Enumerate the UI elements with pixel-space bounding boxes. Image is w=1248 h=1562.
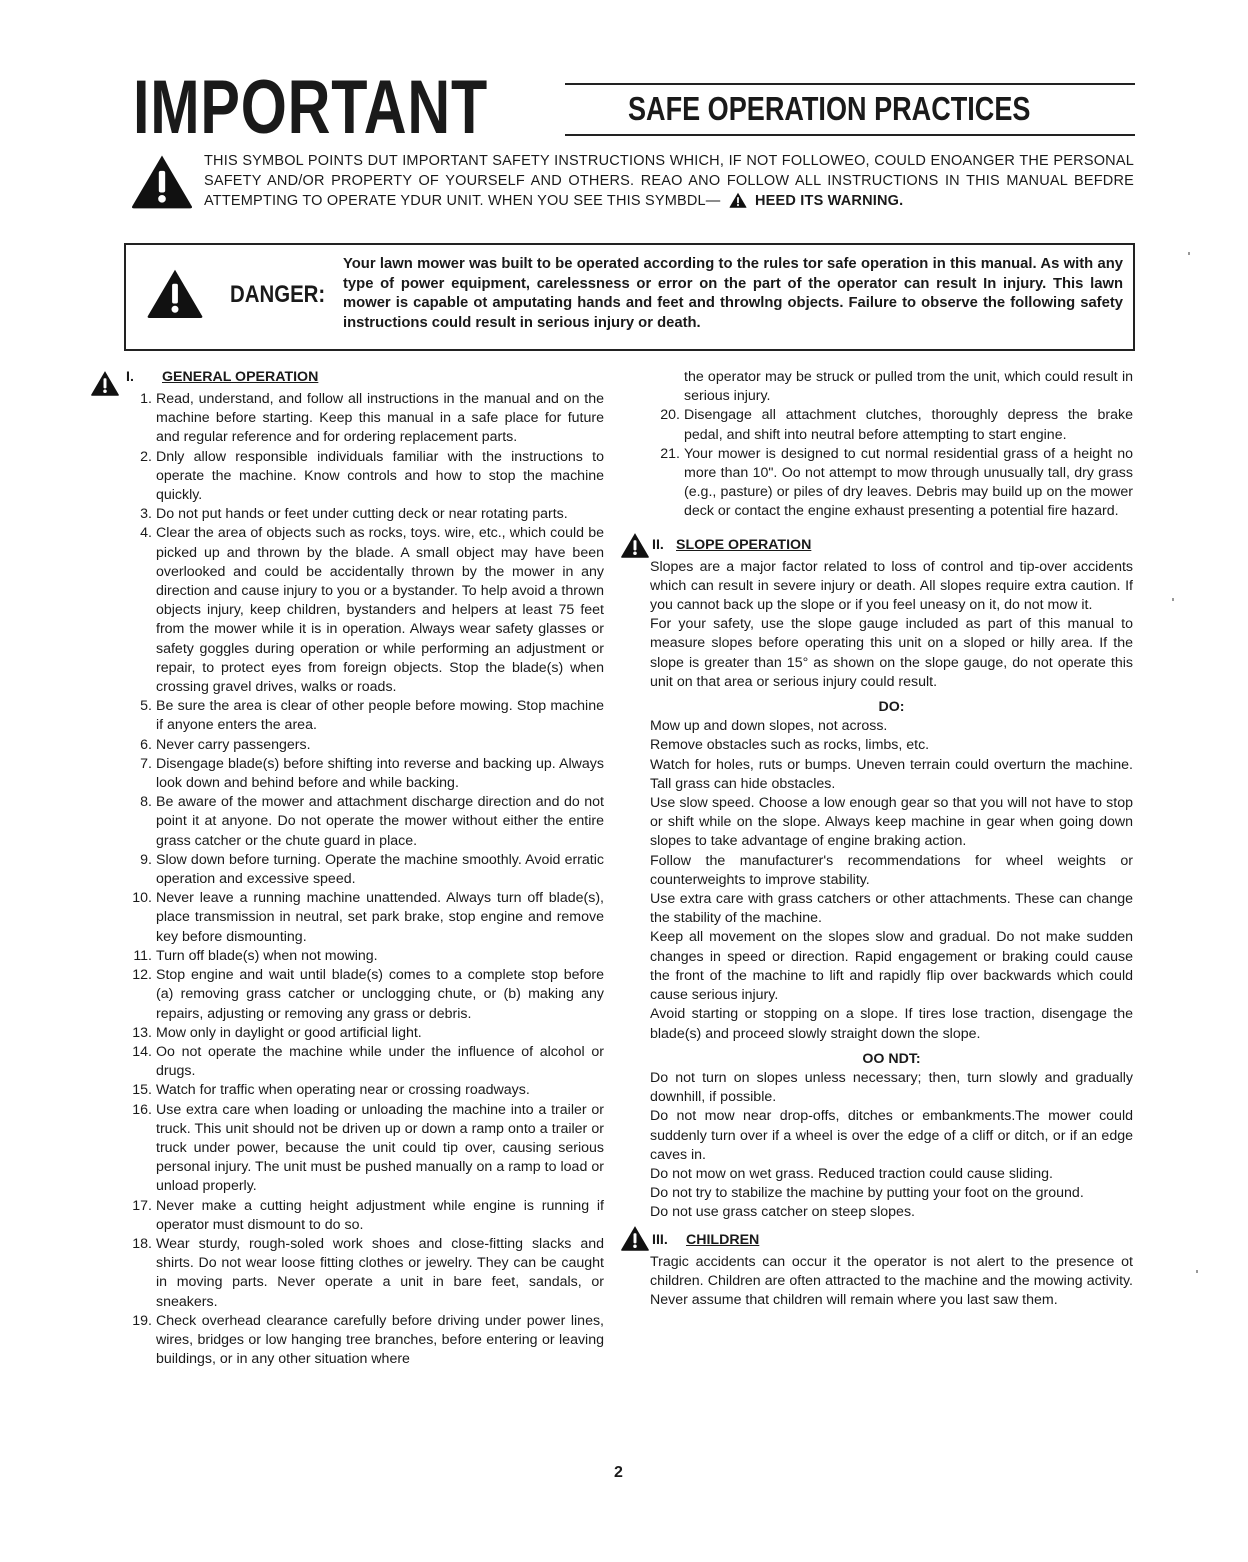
warning-symbol-inline-icon <box>729 192 747 208</box>
item-text: Wear sturdy, rough-soled work shoes and close-fitting slacks and shirts. Do not wear loose fitting clothes or jewelry. They can be caught in moving parts. Never operate a unit in bare feet, sandals, or sneakers. <box>156 1235 604 1310</box>
item-text: Disengage blade(s) before shifting into reverse and backing up. Always look down and behind before and while backing. <box>156 755 604 792</box>
do-list <box>650 717 1133 1043</box>
item-number: 5. <box>140 698 152 715</box>
list-item <box>132 1312 604 1370</box>
intro-heed: HEED ITS WARNING. <box>754 193 904 209</box>
item-text: Your mower is designed to cut normal residential grass of a height no more than 10". Oo not attempt to mow through unusually tall, dry grass (e.g., pasture) or piles of dry leaves. Debris may build up on the mower deck or contact the engine exhaust presenting a potential fire hazard. <box>684 445 1133 520</box>
item-19-continued: the operator may be struck or pulled trom the unit, which could result in serious injury. <box>684 369 1133 405</box>
warning-triangle-icon <box>130 153 194 209</box>
item-number: 6. <box>140 736 152 753</box>
guideline-paragraph: Do not turn on slopes unless necessary; then, turn slowly and gradually downhill, if possible. <box>650 1069 1133 1106</box>
do-not-list <box>650 1069 1133 1223</box>
list-item <box>132 755 604 793</box>
item-number: 14. <box>132 1043 152 1060</box>
guideline-paragraph: Do not try to stabilize the machine by putting your foot on the ground. <box>650 1185 1084 1202</box>
guideline-paragraph: Mow up and down slopes, not across. <box>650 718 888 735</box>
item-text: Be sure the area is clear of other people before mowing. Stop machine if anyone enters the area. <box>156 698 604 734</box>
list-item <box>660 406 1133 444</box>
item-text: Never make a cutting height adjustment while engine is running if operator must dismount to do so. <box>156 1197 604 1233</box>
warning-triangle-icon <box>620 1225 650 1251</box>
section-number: I. <box>126 369 134 385</box>
item-text: Watch for traffic when operating near or crossing roadways. <box>156 1082 530 1099</box>
danger-label: DANGER: <box>230 281 326 308</box>
do-not-heading: OO NDT: <box>862 1050 921 1067</box>
item-number: 13. <box>132 1024 152 1041</box>
warning-triangle-icon <box>90 370 120 396</box>
item-number: 20. <box>660 407 680 424</box>
item-text: Never leave a running machine unattended. Always turn off blade(s), place transmission in neutral, set park brake, stop engine and remove key before dismounting. <box>156 890 604 945</box>
item-text: Slow down before turning. Operate the machine smoothly. Avoid erratic operation and excessive speed. <box>156 851 604 888</box>
item-text: Turn off blade(s) when not mowing. <box>156 947 378 964</box>
item-number: 4. <box>140 525 152 542</box>
list-item <box>132 889 604 947</box>
list-item <box>660 445 1133 522</box>
children-paragraph: Tragic accidents can occur it the operator is not alert to the presence ot children. Children are often attracted to the machine and the mowing activity. Never assume that children will remain where you last saw them. <box>650 1253 1133 1308</box>
item-number: 1. <box>140 391 152 407</box>
list-item <box>132 1197 604 1235</box>
item-number: 3. <box>140 506 152 523</box>
guideline-paragraph: Do not use grass catcher on steep slopes. <box>650 1204 915 1221</box>
intro-paragraph <box>204 151 1134 211</box>
list-item <box>132 851 604 889</box>
list-item <box>132 524 604 697</box>
item-text: Oo not operate the machine while under the influence of alcohol or drugs. <box>156 1043 604 1080</box>
item-number: 18. <box>132 1235 152 1252</box>
list-item <box>132 1235 604 1312</box>
item-text: Use extra care when loading or unloading the machine into a trailer or truck. This unit should not be driven up or down a ramp onto a trailer or truck under power, because the unit could tip over, causing serious personal injury. The unit must be pushed manually on a ramp to load or unload properly. <box>156 1101 604 1195</box>
item-number: 10. <box>132 890 152 907</box>
title-rule-top <box>565 83 1135 85</box>
list-item <box>132 793 604 851</box>
item-text: Never carry passengers. <box>156 736 311 753</box>
guideline-paragraph: Avoid starting or stopping on a slope. If tires lose traction, disengage the blade(s) and proceed slowly straight down the slope. <box>650 1006 1133 1042</box>
section-title: GENERAL OPERATION <box>162 369 319 385</box>
item-number: 17. <box>132 1197 152 1214</box>
general-operation-list <box>132 390 604 1369</box>
guideline-paragraph: Keep all movement on the slopes slow and gradual. Do not make sudden changes in speed or direction. Rapid engagement or braking could cause the front of the machine to lift and rapidly flip over backwards which could cause serious injury. <box>650 929 1133 1004</box>
list-item <box>132 736 604 755</box>
list-item <box>132 697 604 735</box>
list-item <box>132 448 604 506</box>
scan-speck <box>1188 252 1190 255</box>
list-item <box>132 947 604 966</box>
item-number: 2. <box>140 448 152 465</box>
danger-text: Your lawn mower was built to be operated according to the rules tor safe operation in this manual. As with any type of power equipment, carelessness or error on the part of the operator can result In injury. This lawn mower is capable ot amputating hands and feet and throwlng objects. Failure to observe the following safety instructions could result in serious injury or death. <box>343 256 1123 331</box>
item-text: Be aware of the mower and attachment discharge direction and do not point it at anyone. Do not operate the mower without either the entire grass catcher or the chute guard in place. <box>156 794 604 849</box>
danger-box <box>124 243 1135 351</box>
slope-paragraph-2: For your safety, use the slope gauge included as part of this manual to measure slopes before operating this unit on a sloped or hilly area. If the slope is greater than 15° as shown on the slope gauge, do not operate this unit on that area or serious injury could result. <box>650 616 1133 690</box>
item-number: 12. <box>132 967 152 984</box>
slope-paragraph-1: Slopes are a major factor related to loss of control and tip-over accidents which can result in severe injury or death. All slopes require extra caution. If you cannot back up the slope or if you feel uneasy on it, do not mow it. <box>650 558 1133 614</box>
warning-triangle-icon <box>620 532 650 558</box>
guideline-paragraph: Use extra care with grass catchers or other attachments. These can change the stability of the machine. <box>650 891 1133 927</box>
item-text: Clear the area of objects such as rocks, toys. wire, etc., which could be picked up and thrown by the blade. A small object may have been overlooked and could be accidentally thrown by the mower in any direction and cause injury to you or a bystander. To help avoid a thrown objects injury, keep children, bystanders and helpers at least 75 feet from the mower while it is in operation. Always wear safety glasses or safety goggles during operation or while performing an adjustment or repair, to protect eyes from foreign objects. Stop the blade(s) when crossing gravel drives, walks or roads. <box>156 525 604 696</box>
item-number: 19. <box>132 1312 152 1329</box>
list-item <box>132 505 604 524</box>
guideline-paragraph: Watch for holes, ruts or bumps. Uneven terrain could overturn the machine. Tall grass can hide obstacles. <box>650 756 1133 792</box>
scan-speck <box>1172 598 1174 601</box>
list-item <box>132 1101 604 1197</box>
intro-text: THIS SYMBOL POINTS DUT IMPORTANT SAFETY INSTRUCTIONS WHICH, IF NOT FOLLOWEO, COULD ENOANGER THE PERSONAL SAFETY AND/OR PROPERTY OF YOURSELF AND OTHERS. REAO ANO FOLLOW ALL INSTRUCTIONS IN THIS MANUAL BEFDRE ATTEMPTING TO OPERATE YDUR UNIT. WHEN YOU SEE THIS SYMBDL— <box>204 153 1134 209</box>
item-number: 16. <box>132 1101 152 1118</box>
general-operation-list-continued <box>660 406 1133 521</box>
page-number: 2 <box>614 1464 623 1481</box>
section-title: SLOPE OPERATION <box>676 536 812 553</box>
item-text: Read, understand, and follow all instructions in the manual and on the machine before starting. Keep this manual in a safe place for future and regular reference and for ordering replacement parts. <box>156 391 604 446</box>
danger-triangle-icon <box>146 267 204 319</box>
item-text: Check overhead clearance carefully before driving under power lines, wires, bridges or low hanging tree branches, before entering or leaving buildings, or in any other situation where <box>156 1312 604 1368</box>
right-column <box>650 368 1133 1310</box>
section-slope-heading <box>650 536 1133 556</box>
list-item <box>132 1081 604 1100</box>
item-number: 8. <box>140 794 152 811</box>
item-text: Do not put hands or feet under cutting deck or near rotating parts. <box>156 506 568 523</box>
item-text: Dnly allow responsible individuals familiar with the instructions to operate the machine. Know controls and how to stop the machine quickly. <box>156 448 604 504</box>
item-text: Disengage all attachment clutches, thoroughly depress the brake pedal, and shift into neutral before attempting to start engine. <box>684 407 1133 443</box>
section-general-heading <box>126 368 604 388</box>
guideline-paragraph: Do not mow near drop-offs, ditches or embankments.The mower could suddenly turn over if a wheel is over the edge of a cliff or ditch, or if an edge caves in. <box>650 1108 1133 1163</box>
page-subtitle: SAFE OPERATION PRACTICES <box>628 90 1031 127</box>
list-item <box>132 966 604 1024</box>
guideline-paragraph: Remove obstacles such as rocks, limbs, etc. <box>650 737 930 754</box>
item-text: Stop engine and wait until blade(s) comes to a complete stop before (a) removing grass catcher or unclogging chute, or (b) making any repairs, adjusting or removing any grass or debris. <box>156 967 604 1022</box>
section-children-heading <box>650 1231 1133 1251</box>
guideline-paragraph: Use slow speed. Choose a low enough gear so that you will not have to stop or shift while on the slope. Always keep machine in gear when going down slopes to take advantage of engine braking action. <box>650 795 1133 850</box>
title-rule-bottom <box>565 134 1135 136</box>
item-number: 11. <box>133 947 152 964</box>
page-title-important: IMPORTANT <box>133 65 488 150</box>
left-column <box>126 368 604 1369</box>
item-number: 15. <box>132 1082 152 1099</box>
item-number: 7. <box>140 755 152 772</box>
list-item <box>132 1043 604 1081</box>
do-heading: DO: <box>878 699 905 716</box>
section-number: III. <box>652 1231 668 1248</box>
list-item <box>132 390 604 448</box>
section-title: CHILDREN <box>686 1231 760 1248</box>
item-text: Mow only in daylight or good artificial light. <box>156 1024 422 1041</box>
list-item <box>132 1024 604 1043</box>
guideline-paragraph: Follow the manufacturer's recommendations for wheel weights or counterweights to improve stability. <box>650 852 1133 888</box>
section-number: II. <box>652 536 664 553</box>
item-number: 21. <box>660 445 680 462</box>
item-number: 9. <box>140 851 152 868</box>
scan-speck <box>1196 1270 1198 1273</box>
guideline-paragraph: Do not mow on wet grass. Reduced traction could cause sliding. <box>650 1165 1053 1182</box>
